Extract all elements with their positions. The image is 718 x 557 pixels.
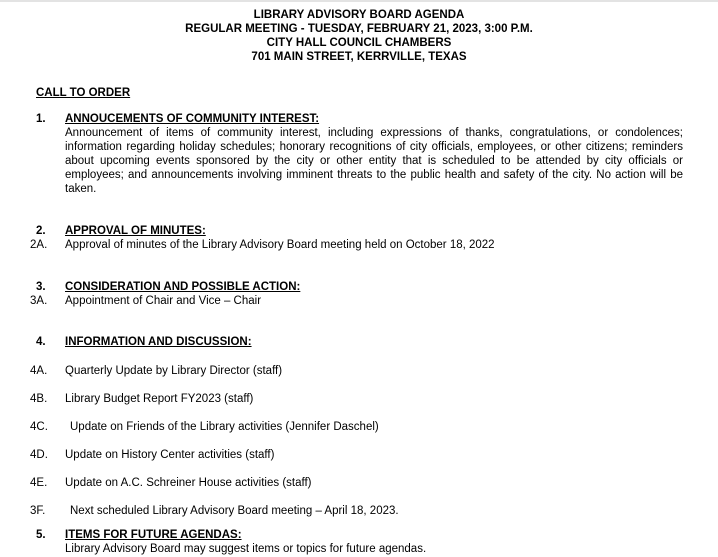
agenda-item-4d-text: Update on History Center activities (staff)	[65, 449, 275, 461]
section-2-number: 2.	[36, 225, 46, 237]
section-1-number: 1.	[36, 113, 46, 125]
section-5	[0, 528, 718, 542]
section-4	[0, 335, 718, 349]
agenda-item-2a-text: Approval of minutes of the Library Advisory Board meeting held on October 18, 2022	[65, 239, 495, 251]
agenda-item-4a	[0, 364, 718, 378]
agenda-item-4d-label: 4D.	[30, 449, 48, 461]
agenda-item-3f-label: 3F.	[30, 505, 46, 517]
section-1-heading: ANNOUCEMENTS OF COMMUNITY INTEREST:	[65, 113, 320, 125]
title-line-3: CITY HALL COUNCIL CHAMBERS	[266, 37, 452, 49]
agenda-item-4a-label: 4A.	[30, 365, 48, 377]
agenda-item-3a-label: 3A.	[30, 295, 48, 307]
agenda-item-2a	[0, 238, 718, 252]
agenda-item-3f-text: Next scheduled Library Advisory Board meeting – April 18, 2023.	[70, 505, 399, 517]
section-2	[0, 224, 718, 238]
section-1-body: Announcement of items of community interest, including expressions of thanks, congratulations, or condolences; information regarding holiday schedules; honorary recognitions of city officials, employees, or other citizens; reminders about upcoming events sponsored by the city or other entity that is scheduled to be attended by city officials or employees; and announcements involving imminent threats to the public health and safety of the city. No action will be taken.	[65, 127, 683, 195]
title-line-1: LIBRARY ADVISORY BOARD AGENDA	[253, 9, 465, 21]
section-3-number: 3.	[36, 281, 46, 293]
section-5-body: Library Advisory Board may suggest items or topics for future agendas.	[65, 543, 427, 555]
agenda-item-4b	[0, 392, 718, 406]
agenda-item-2a-label: 2A.	[30, 239, 48, 251]
agenda-item-3a	[0, 294, 718, 308]
section-5-number: 5.	[36, 529, 46, 541]
agenda-item-4a-text: Quarterly Update by Library Director (staff)	[65, 365, 283, 377]
agenda-item-4e	[0, 476, 718, 490]
title-line-4: 701 MAIN STREET, KERRVILLE, TEXAS	[251, 51, 467, 63]
agenda-item-4e-text: Update on A.C. Schreiner House activities (staff)	[65, 477, 312, 489]
section-1	[0, 112, 718, 126]
agenda-item-3f	[0, 504, 718, 518]
agenda-item-4c-label: 4C.	[30, 421, 48, 433]
call-to-order-heading: CALL TO ORDER	[36, 87, 131, 99]
section-5-heading: ITEMS FOR FUTURE AGENDAS:	[65, 529, 242, 541]
agenda-item-4d	[0, 448, 718, 462]
agenda-item-4b-label: 4B.	[30, 393, 48, 405]
section-4-heading: INFORMATION AND DISCUSSION:	[65, 336, 252, 348]
agenda-item-4e-label: 4E.	[30, 477, 48, 489]
section-4-number: 4.	[36, 336, 46, 348]
title-line-2: REGULAR MEETING - TUESDAY, FEBRUARY 21, 2023, 3:00 P.M.	[185, 23, 533, 35]
section-3	[0, 280, 718, 294]
agenda-item-4c-text: Update on Friends of the Library activities (Jennifer Daschel)	[70, 421, 379, 433]
section-2-heading: APPROVAL OF MINUTES:	[65, 225, 206, 237]
agenda-item-4c	[0, 420, 718, 434]
section-3-heading: CONSIDERATION AND POSSIBLE ACTION:	[65, 281, 301, 293]
agenda-item-3a-text: Appointment of Chair and Vice – Chair	[65, 295, 262, 307]
document-title-block	[0, 8, 718, 64]
agenda-item-4b-text: Library Budget Report FY2023 (staff)	[65, 393, 254, 405]
